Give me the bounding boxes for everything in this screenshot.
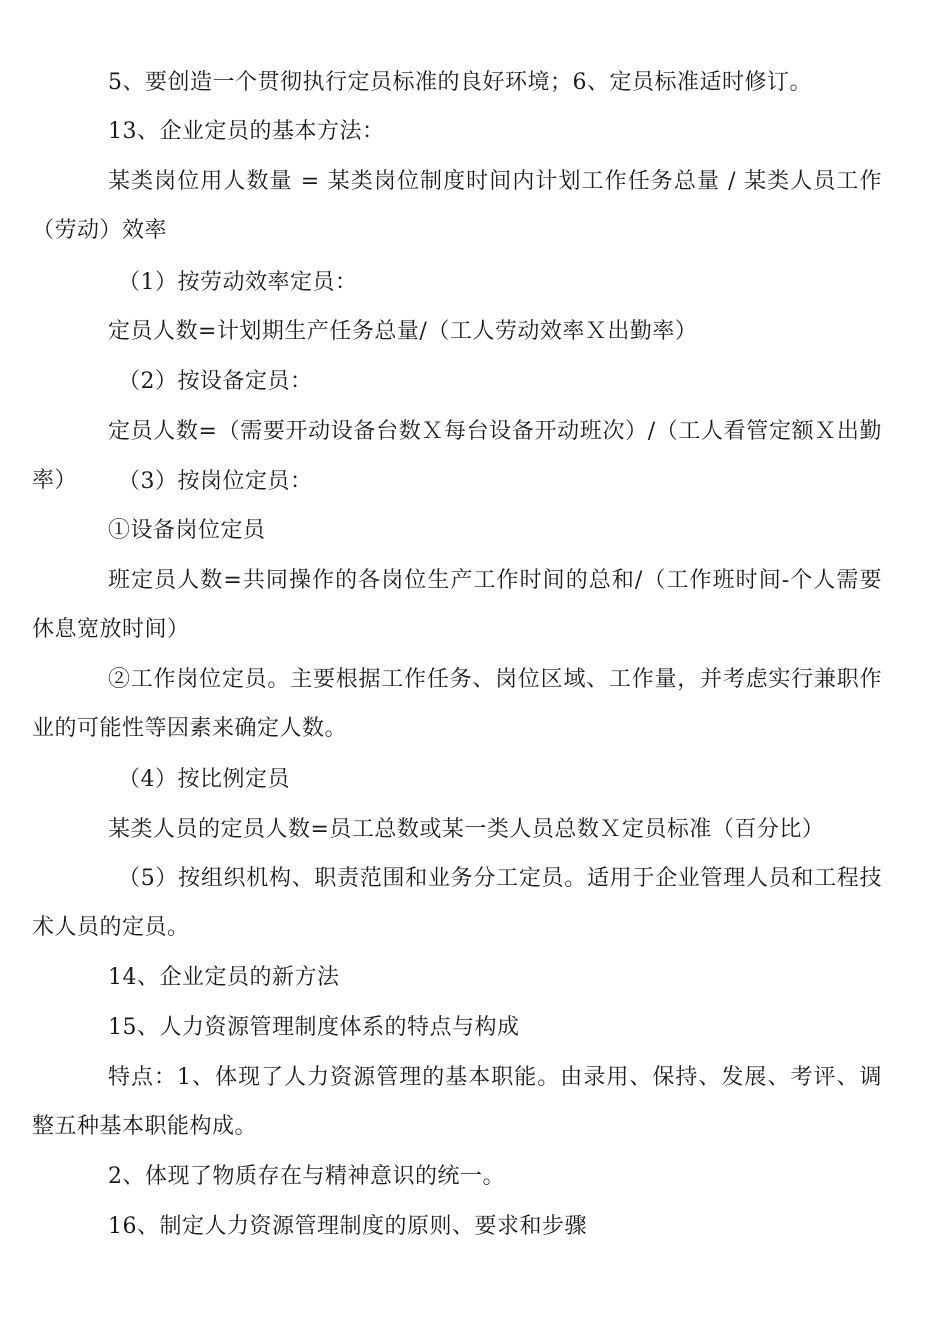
formula-general: 某类岗位用人数量 = 某类岗位制度时间内计划工作任务总量 / 某类人员工作（劳动）效率 (32, 169, 882, 243)
method-1-formula: 定员人数=计划期生产任务总量/（工人劳动效率Ｘ出勤率） (108, 319, 698, 344)
heading-16: 16、制定人力资源管理制度的原则、要求和步骤 (108, 1214, 587, 1239)
heading-15: 15、人力资源管理制度体系的特点与构成 (108, 1015, 520, 1040)
method-3-formula: 班定员人数=共同操作的各岗位生产工作时间的总和/（工作班时间-个人需要休息宽放时间） (32, 568, 882, 642)
heading-13: 13、企业定员的基本方法： (108, 119, 385, 144)
method-2-heading: （2）按设备定员： (118, 369, 313, 394)
method-4-formula: 某类人员的定员人数=员工总数或某一类人员总数Ｘ定员标准（百分比） (108, 817, 825, 842)
method-4-heading: （4）按比例定员 (118, 767, 290, 792)
method-5-heading: （5）按组织机构、职责范围和业务分工定员。适用于企业管理人员和工程技术人员的定员。 (32, 866, 882, 940)
method-3-heading: （3）按岗位定员： (118, 469, 313, 494)
features-paragraph: 特点：1、体现了人力资源管理的基本职能。由录用、保持、发展、考评、调整五种基本职能构成。 (32, 1065, 882, 1139)
method-3-item-1: ①设备岗位定员 (108, 518, 266, 543)
paragraph-1: 5、要创造一个贯彻执行定员标准的良好环境；6、定员标准适时修订。 (108, 70, 812, 95)
feature-2: 2、体现了物质存在与精神意识的统一。 (108, 1164, 505, 1189)
method-3-item-2: ②工作岗位定员。主要根据工作任务、岗位区域、工作量，并考虑实行兼职作业的可能性等因素来确定人数。 (32, 667, 882, 741)
method-2-formula: 定员人数=（需要开动设备台数Ｘ每台设备开动班次）/（工人看管定额Ｘ出勤率） (32, 419, 882, 493)
heading-14: 14、企业定员的新方法 (108, 965, 340, 990)
method-1-heading: （1）按劳动效率定员： (118, 270, 358, 295)
